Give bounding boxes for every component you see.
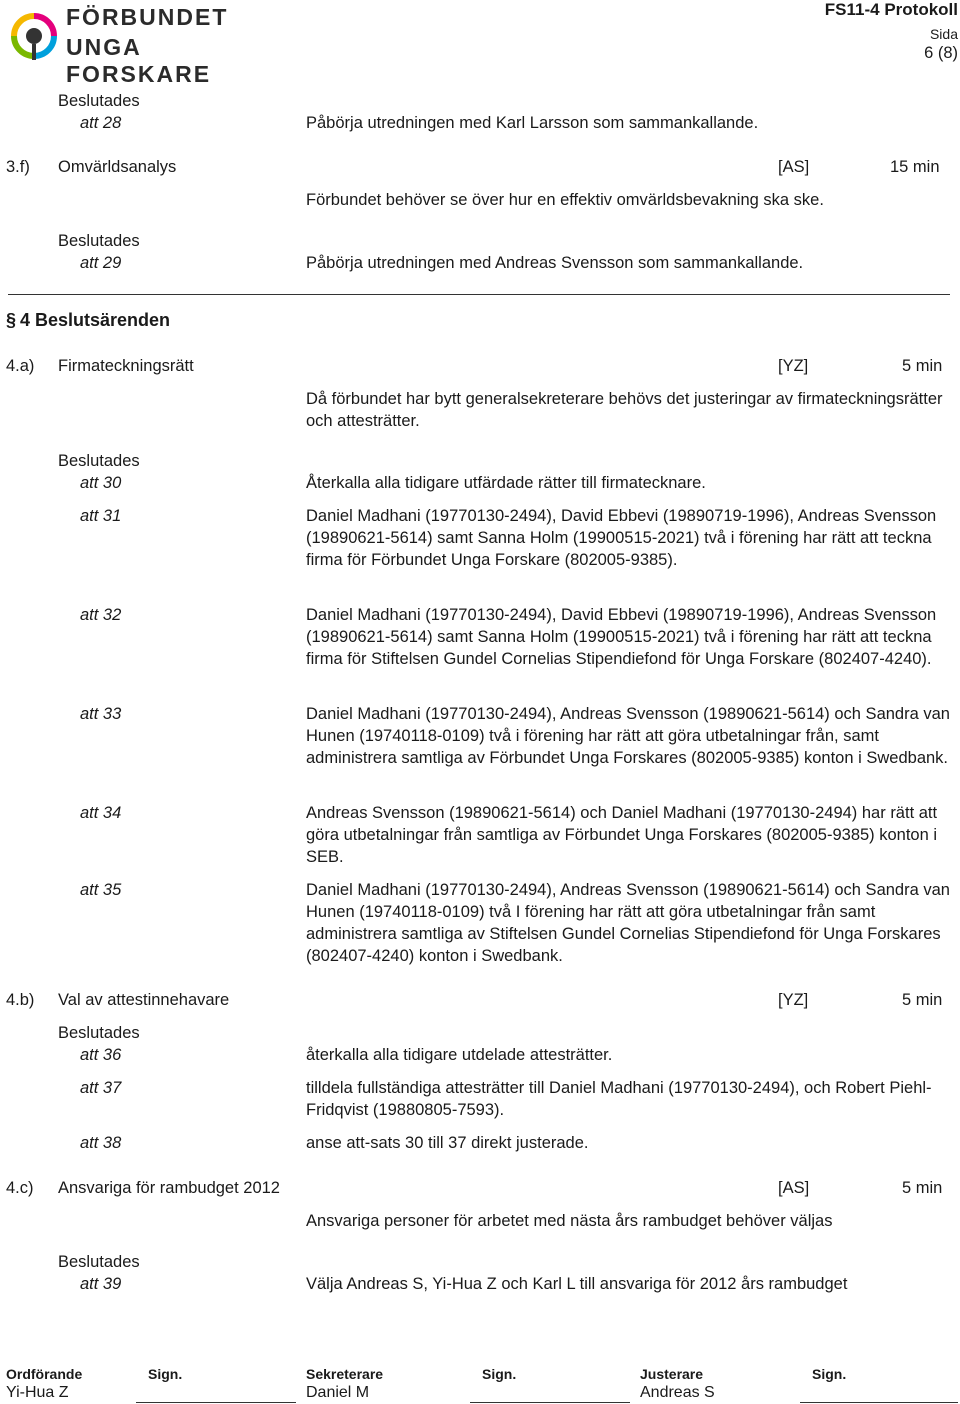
agenda-responsible: [AS] — [778, 1179, 810, 1197]
att-label: att 29 — [80, 254, 122, 272]
att-label: att 36 — [80, 1046, 122, 1064]
section-title: 4 Beslutsärenden — [20, 310, 171, 330]
att-label: att 39 — [80, 1275, 122, 1293]
adjuster-signature-line — [800, 1402, 958, 1403]
decision-label: Beslutades — [58, 92, 140, 110]
decision-text: Påbörja utredningen med Karl Larsson som sammankallande. — [306, 114, 759, 132]
document-id: FS11-4 Protokoll — [824, 0, 958, 19]
organization-name-line1: FÖRBUNDET — [66, 4, 229, 30]
decision-text: Välja Andreas S, Yi-Hua Z och Karl L till ansvariga för 2012 års rambudget — [306, 1275, 848, 1293]
agenda-number: 3.f) — [6, 158, 30, 176]
agenda-time: 5 min — [902, 357, 943, 375]
decision-text: Påbörja utredningen med Andreas Svensson som sammankallande. — [306, 254, 804, 272]
agenda-time: 5 min — [902, 991, 943, 1009]
agenda-title: Ansvariga för rambudget 2012 — [58, 1179, 280, 1197]
agenda-time: 5 min — [902, 1179, 943, 1197]
section-symbol: § — [6, 310, 17, 330]
secretary-sign-label: Sign. — [482, 1366, 517, 1382]
page-label: Sida — [929, 26, 958, 42]
decision-text: återkalla alla tidigare utdelade attesträtter. — [306, 1046, 613, 1064]
secretary-signature-line — [470, 1402, 630, 1403]
decision-text: Daniel Madhani (19770130-2494), David Ebbevi (19890719-1996), Andreas Svensson (19890621-5614) samt Sanna Holm (19900515-2021) två i förening har rätt att teckna firma för Förbundet Unga Forskare (802005-9385). — [306, 507, 937, 569]
decision-text: Daniel Madhani (19770130-2494), Andreas Svensson (19890621-5614) och Sandra van Hunen (19740118-0109) två I förening har rätt att göra utbetalningar från samt administrera samtliga av Stiftelsen Gundel Cornelias Stipendiefond för Unga Forskares (802407-4240) konton i Swedbank. — [306, 881, 950, 965]
agenda-title: Firmateckningsrätt — [58, 357, 194, 375]
decision-text: Andreas Svensson (19890621-5614) och Daniel Madhani (19770130-2494) har rätt att göra utbetalningar från samtliga av Förbundet Unga Forskares (802005-9385) konton i SEB. — [306, 804, 938, 866]
decision-label: Beslutades — [58, 232, 140, 250]
agenda-description: Förbundet behöver se över hur en effektiv omvärldsbevakning ska ske. — [306, 191, 824, 209]
att-label: att 38 — [80, 1134, 122, 1152]
chair-label: Ordförande — [6, 1366, 83, 1382]
decision-text: Daniel Madhani (19770130-2494), Andreas Svensson (19890621-5614) och Sandra van Hunen (19740118-0109) två i förening har rätt att göra utbetalningar från, samt administrera samtliga av Förbundet Unga Forskares (802005-9385) konton i Swedbank. — [306, 705, 950, 767]
chair-name: Yi-Hua Z — [6, 1384, 69, 1401]
secretary-label: Sekreterare — [306, 1366, 384, 1382]
decision-text: Daniel Madhani (19770130-2494), David Ebbevi (19890719-1996), Andreas Svensson (19890621-5614) samt Sanna Holm (19900515-2021) två i förening har rätt att teckna firma för Stiftelsen Gundel Cornelias Stipendiefond för Unga Forskare (802407-4240). — [306, 606, 937, 668]
att-label: att 32 — [80, 606, 122, 624]
agenda-number: 4.b) — [6, 991, 35, 1009]
att-label: att 37 — [80, 1079, 122, 1097]
att-label: att 33 — [80, 705, 122, 723]
att-label: att 35 — [80, 881, 122, 899]
agenda-description: Ansvariga personer för arbetet med nästa års rambudget behöver väljas — [306, 1212, 833, 1230]
att-label: att 34 — [80, 804, 122, 822]
adjuster-sign-label: Sign. — [812, 1366, 847, 1382]
agenda-responsible: [YZ] — [778, 357, 809, 375]
agenda-title: Val av attestinnehavare — [58, 991, 230, 1009]
agenda-number: 4.c) — [6, 1179, 34, 1197]
agenda-time: 15 min — [890, 158, 940, 176]
agenda-responsible: [YZ] — [778, 991, 809, 1009]
chair-sign-label: Sign. — [148, 1366, 183, 1382]
agenda-title: Omvärldsanalys — [58, 158, 177, 176]
decision-text: tilldela fullständiga attesträtter till Daniel Madhani (19770130-2494), och Robert Piehl-Fridqvist (19880805-7593). — [306, 1079, 932, 1119]
organization-name-line2: UNGA FORSKARE — [66, 34, 212, 87]
att-label: att 31 — [80, 507, 122, 525]
page-number: 6 (8) — [924, 44, 958, 62]
decision-label: Beslutades — [58, 1024, 140, 1042]
att-label: att 28 — [80, 114, 122, 132]
chair-signature-line — [136, 1402, 296, 1403]
decision-text: Återkalla alla tidigare utfärdade rätter till firmatecknare. — [306, 474, 706, 492]
adjuster-name: Andreas S — [640, 1384, 715, 1401]
organization-logo — [8, 4, 248, 87]
decision-label: Beslutades — [58, 1253, 140, 1271]
adjuster-label: Justerare — [640, 1366, 704, 1382]
secretary-name: Daniel M — [306, 1384, 370, 1401]
section-divider — [8, 294, 950, 295]
agenda-description: Då förbundet har bytt generalsekreterare behövs det justeringar av firmateckningsrätter och attesträtter. — [306, 390, 943, 430]
logo-mark-icon — [8, 10, 60, 62]
agenda-responsible: [AS] — [778, 158, 810, 176]
decision-label: Beslutades — [58, 452, 140, 470]
att-label: att 30 — [80, 474, 122, 492]
decision-text: anse att-sats 30 till 37 direkt justerade. — [306, 1134, 589, 1152]
agenda-number: 4.a) — [6, 357, 35, 375]
